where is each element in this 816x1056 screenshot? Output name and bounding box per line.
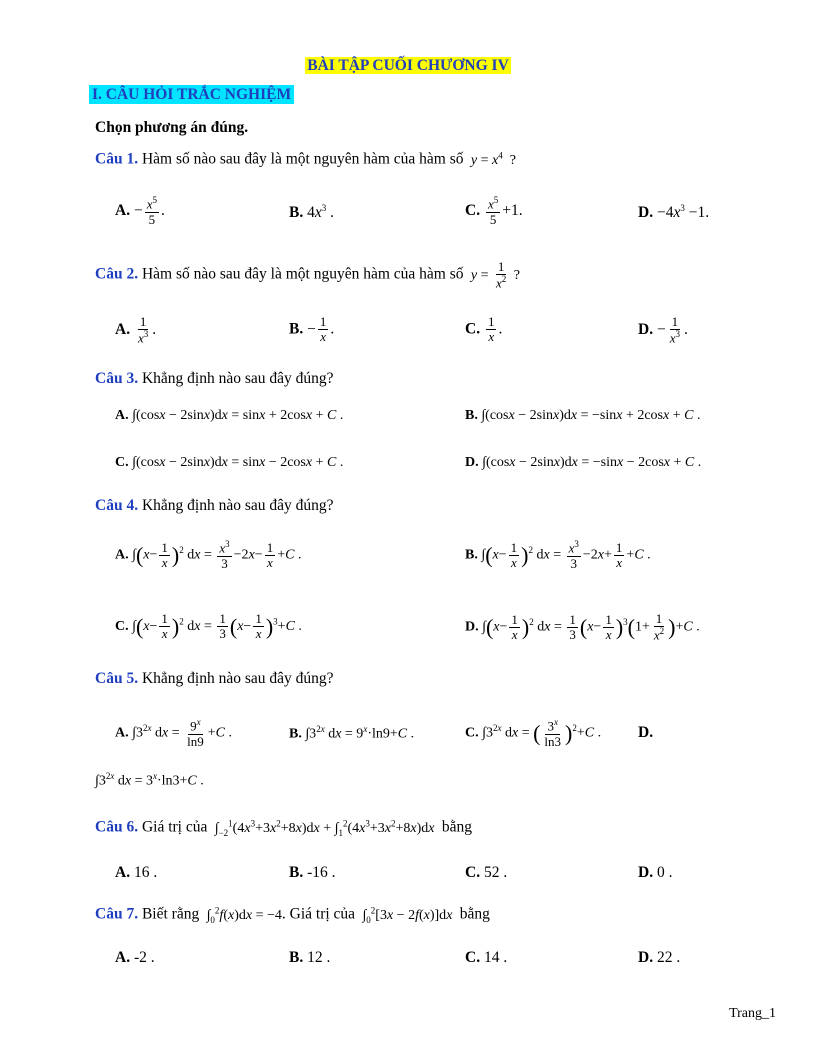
q5-option-d-label: D. (638, 724, 654, 741)
q5-option-d: $\int 3^{2x}$ dx = $3^x\cdot\ln 3+C$ . (95, 771, 204, 789)
page-title: BÀI TẬP CUỐI CHƯƠNG IV (307, 57, 509, 74)
page-footer: Trang_1 (729, 1006, 776, 1021)
q6-option-d: D. 0 . (638, 864, 673, 881)
q1-option-d: D. $-4x^3 -1$. (638, 203, 710, 222)
q3-option-c: C. ∫(cosx − 2sinx)dx = sinx − 2cosx + C . (115, 455, 344, 470)
q2-option-c: C. $\frac{1}{x}$ . (465, 314, 503, 345)
q2-option-d: D. − $\frac{1}{x^3}$ . (638, 314, 688, 346)
q7-option-d: D. 22 . (638, 949, 681, 966)
question-5: Câu 5. Khẳng định nào sau đây đúng? (95, 670, 334, 687)
q4-option-a: A. ∫(x− $\frac{1}{x}$ )$^2$ dx = $\frac{x^3}{3}$ −2x− $\frac{1}{x}$ +C . (115, 539, 302, 571)
q1-option-c: C. $\frac{x^5}{5}$ +1. (465, 195, 523, 227)
q5-option-c: C. $\int 3^{2x}$ dx = ( $\frac{3^x}{\ln 3}$ )$^2$+C . (465, 717, 602, 749)
q1-option-b: B. $4x^3$ . (289, 203, 334, 222)
q1-option-a: A. − $\frac{x^5}{5}$ . (115, 195, 165, 227)
q5-option-a: A. $\int 3^{2x}$ dx = $\frac{9^x}{\ln 9}$ +C . (115, 717, 232, 749)
question-6: Câu 6. Giá trị của $\int_{-2}^1(4x^3+3x^2+8x)dx + \int_1^2(4x^3+3x^2+8x)dx$ bằng (95, 818, 472, 838)
q1-function: $y = x^4$ ? (470, 150, 516, 168)
q6-option-a: A. 16 . (115, 864, 158, 881)
question-1: Câu 1. Hàm số nào sau đây là một nguyên hàm của hàm số $y = x^4$ ? (95, 150, 516, 168)
q3-option-b: B. ∫(cosx − 2sinx)dx = −sinx + 2cosx + C . (465, 408, 701, 423)
question-4: Câu 4. Khẳng định nào sau đây đúng? (95, 497, 334, 514)
q2-option-b: B. − $\frac{1}{x}$ . (289, 314, 335, 345)
q3-option-d: D. ∫(cosx − 2sinx)dx = −sinx − 2cosx + C . (465, 455, 702, 470)
q6-option-c: C. 52 . (465, 864, 508, 881)
q5-option-b: B. $\int 3^{2x}$ dx = $9^x\cdot\ln 9+C$ . (289, 724, 415, 742)
q2-option-a: A. $\frac{1}{x^3}$ . (115, 314, 157, 346)
q7-option-a: A. -2 . (115, 949, 155, 966)
section-heading: I. CÂU HỎI TRẮC NGHIỆM (89, 86, 294, 104)
question-2: Câu 2. Hàm số nào sau đây là một nguyên hàm của hàm số y = $\frac{1}{x^2}$ ? (95, 259, 521, 291)
question-3: Câu 3. Khẳng định nào sau đây đúng? (95, 370, 334, 387)
q4-option-c: C. ∫(x− $\frac{1}{x}$ )$^2$ dx = $\frac{1}{3}$ (x− $\frac{1}{x}$ )$^3$+C . (115, 611, 302, 642)
instruction: Chọn phương án đúng. (95, 119, 249, 136)
q6-option-b: B. -16 . (289, 864, 336, 881)
q7-option-b: B. 12 . (289, 949, 331, 966)
question-7: Câu 7. Biết rằng $\int_0^2f(x)dx = -4$. Giá trị của $\int_0^2[3x - 2f(x)]dx$ bằng (95, 905, 490, 925)
q7-option-c: C. 14 . (465, 949, 508, 966)
q3-option-a: A. ∫(cosx − 2sinx)dx = sinx + 2cosx + C . (115, 408, 344, 423)
q4-option-b: B. ∫(x− $\frac{1}{x}$ )$^2$ dx = $\frac{x^3}{3}$ −2x+ $\frac{1}{x}$ +C . (465, 539, 651, 571)
q4-option-d: D. ∫(x− $\frac{1}{x}$ )$^2$ dx = $\frac{1}{3}$ (x− $\frac{1}{x}$ )$^3$(1+ $\frac{1}{x^2}$ )+C . (465, 611, 700, 643)
